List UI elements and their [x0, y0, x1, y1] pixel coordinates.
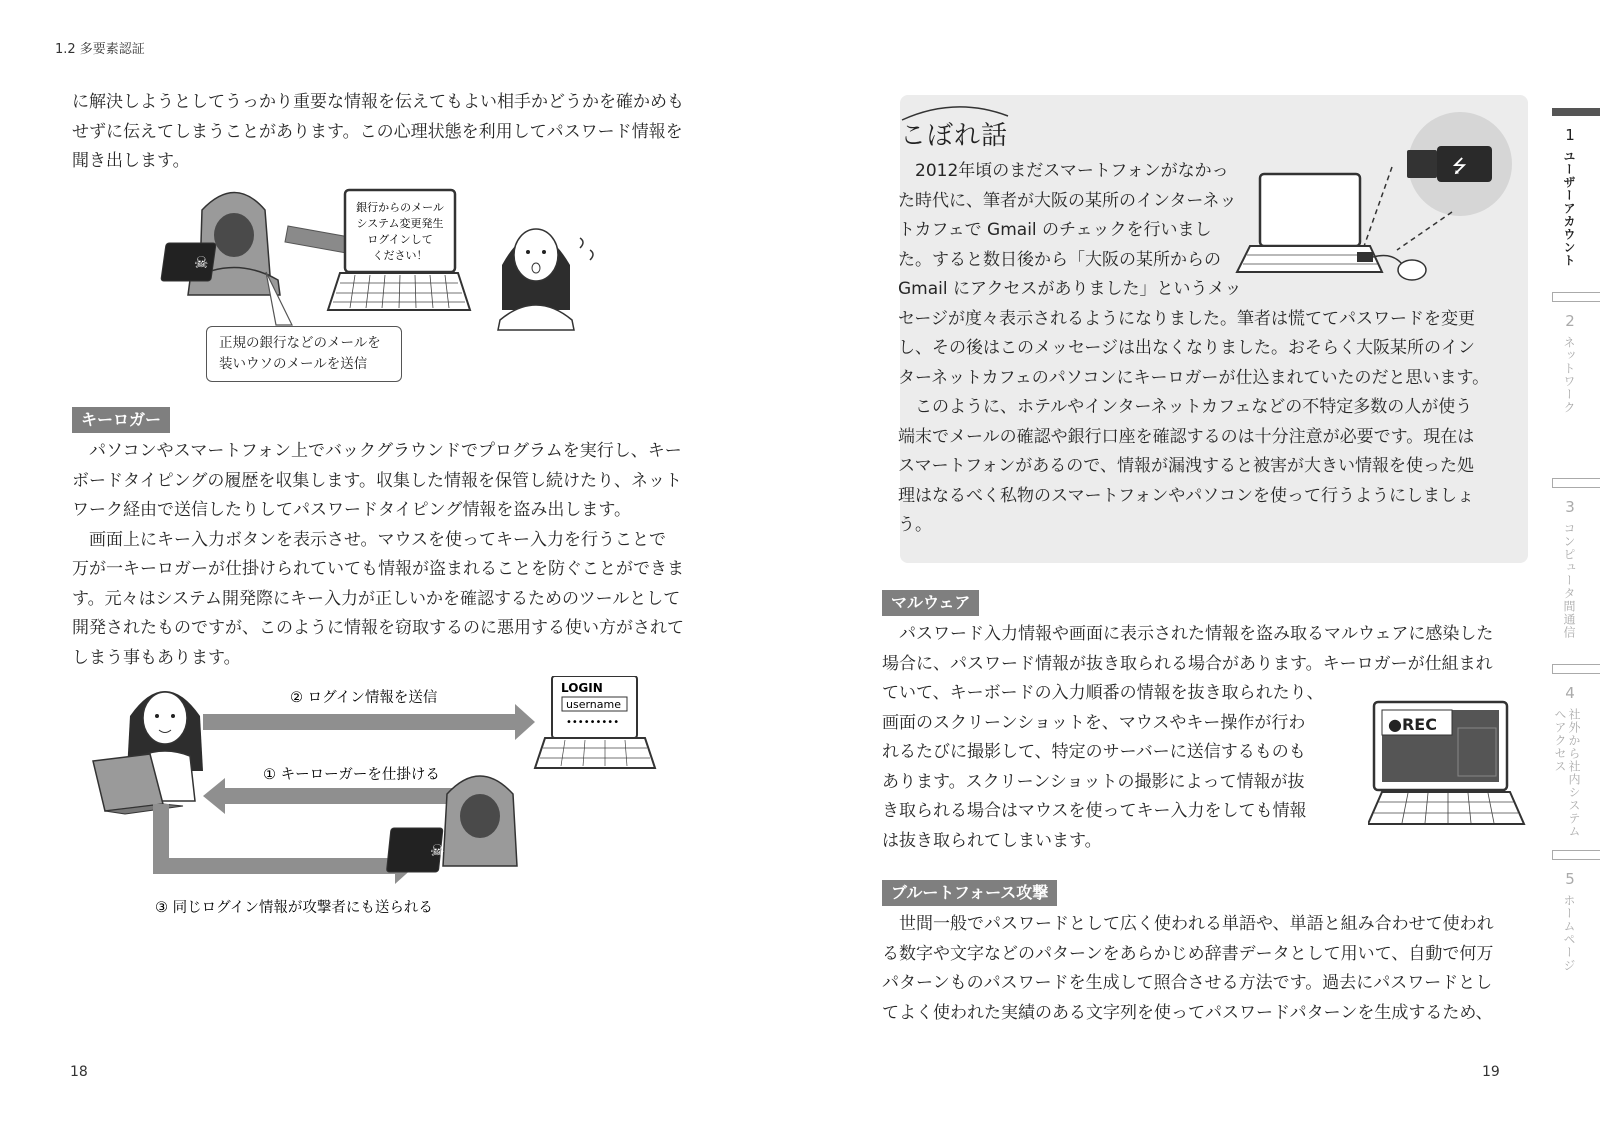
email-screen-line: システム変更発生	[356, 217, 444, 230]
leak-arrow-icon	[153, 804, 415, 884]
keylogger-heading: キーロガー	[72, 407, 170, 433]
text-line: ていて、キーボードの入力順番の情報を抜き取られたり、	[882, 683, 1324, 703]
callout-line: 装いウソのメールを送信	[219, 356, 368, 372]
email-screen-line: ログインして	[367, 233, 433, 246]
text-line: せずに伝えてしまうことがあります。この心理状態を利用してパスワード情報を	[72, 121, 683, 142]
chapter-1-label[interactable]: ユーザーアカウント	[1562, 150, 1576, 267]
chapter-2-number[interactable]: 2	[1565, 312, 1575, 330]
skull-icon: ☠	[194, 253, 209, 272]
step2-label: ② ログイン情報を送信	[290, 690, 438, 706]
text-line: う。	[898, 515, 932, 535]
mouse-icon	[1398, 260, 1426, 280]
text-line: 理はなるべく私物のスマートフォンやパソコンを使って行うようにしましょ	[898, 485, 1474, 506]
text-line: このように、ホテルやインターネットカフェなどの不特定多数の人が使う	[915, 397, 1473, 417]
bruteforce-body	[882, 910, 1522, 1028]
text-line: 開発されたものですが、このように情報を窃取するのに悪用する使い方がされて	[72, 618, 684, 638]
rec-laptop-illustration	[1368, 700, 1528, 828]
shocked-woman-icon	[498, 229, 593, 330]
chapter-1-number[interactable]: 1	[1565, 126, 1575, 144]
step1-label: ① キーローガーを仕掛ける	[263, 767, 440, 783]
running-header: 1.2 多要素認証	[55, 42, 145, 57]
bruteforce-heading: ブルートフォース攻撃	[882, 880, 1057, 906]
malware-heading: マルウェア	[882, 590, 979, 616]
text-line: しまう事もあります。	[72, 647, 241, 668]
text-line: は抜き取られてしまいます。	[882, 830, 1102, 851]
text-line: 万が一キーロガーが仕掛けられていても情報が盗まれることを防ぐことができま	[72, 559, 684, 579]
rec-label: ●REC	[1388, 715, 1437, 734]
text-line: てよく使われた実績のある文字列を使ってパスワードパターンを生成するため、	[882, 1002, 1493, 1023]
chapter-2-label[interactable]: ネットワーク	[1562, 336, 1576, 414]
text-line: パターンものパスワードを生成して照合させる方法です。過去にパスワードとし	[882, 973, 1493, 993]
chapter-5-number[interactable]: 5	[1565, 870, 1575, 888]
sidebar-active-bar	[1552, 108, 1600, 116]
skull-icon: ☠	[430, 841, 445, 860]
text-line: ボードタイピングの履歴を収集します。収集した情報を保管し続けたり、ネット	[72, 470, 682, 491]
usb-device-icon	[1407, 146, 1492, 182]
usb-keylogger-illustration	[1232, 112, 1520, 290]
keylogger-body	[72, 437, 700, 673]
text-line: す。元々はシステム開発際にキー入力が正しいかを確認するためのツールとして	[72, 588, 681, 609]
text-line: 画面のスクリーンショットを、マウスやキー操作が行わ	[882, 712, 1306, 733]
text-line: 聞き出します。	[72, 151, 190, 171]
step3-label: ③ 同じログイン情報が攻撃者にも送られる	[155, 900, 433, 916]
text-line: 端末でメールの確認や銀行口座を確認するのは十分注意が必要です。現在は	[898, 426, 1475, 447]
text-line: た時代に、筆者が大阪の某所のインターネッ	[898, 190, 1237, 211]
keylogger-flow-illustration	[85, 676, 675, 926]
text-line: き取られる場合はマウスを使ってキー入力をしても情報	[882, 801, 1307, 821]
intro-paragraph	[72, 88, 700, 177]
text-line: に解決しようとしてうっかり重要な情報を伝えてもよい相手かどうかを確かめも	[72, 92, 684, 112]
callout-line: 正規の銀行などのメールを	[219, 335, 381, 351]
text-line: た。すると数日後から「大阪の某所からの	[898, 249, 1221, 270]
svg-text:⭍: ⭍	[1452, 156, 1467, 177]
column-title: こぼれ話	[900, 121, 1009, 151]
page-number-right: 19	[1482, 1064, 1500, 1080]
chapter-4-tab	[1552, 664, 1600, 674]
chapter-3-label[interactable]: コンピュータ間通信	[1562, 522, 1576, 639]
login-title: LOGIN	[561, 681, 603, 695]
username-field: username	[566, 698, 621, 711]
text-line: トカフェで Gmail のチェックを行いまし	[898, 220, 1212, 240]
chapter-3-number[interactable]: 3	[1565, 498, 1575, 516]
phishing-callout	[206, 326, 402, 382]
text-line: セージが度々表示されるようになりました。筆者は慌ててパスワードを変更	[898, 308, 1475, 329]
chapter-5-label[interactable]: ホームページ	[1562, 894, 1576, 972]
email-screen-line: ください！	[372, 249, 428, 262]
text-line: ターネットカフェのパソコンにキーロガーが仕込まれていたのだと思います。	[898, 367, 1490, 388]
text-line: Gmail にアクセスがありました」というメッ	[898, 279, 1242, 299]
chapter-3-tab	[1552, 478, 1600, 488]
password-mask: •••••••••	[566, 717, 620, 728]
text-line: し、その後はこのメッセージは出なくなりました。おそらく大阪某所のイン	[898, 338, 1475, 358]
text-line: ワーク経由で送信したりしてパスワードタイピング情報を盗み出します。	[72, 500, 631, 520]
text-line: 場合に、パスワード情報が抜き取られる場合があります。キーロガーが仕組まれ	[882, 653, 1493, 674]
text-line: パソコンやスマートフォン上でバックグラウンドでプログラムを実行し、キー	[89, 441, 682, 461]
send-login-arrow-icon	[203, 704, 535, 740]
hacker-figure-icon	[161, 193, 280, 296]
text-line: 世間一般でパスワードとして広く使われる単語や、単語と組み合わせて使われ	[899, 914, 1494, 934]
text-line: る数字や文字などのパターンをあらかじめ辞書データとして用いて、自動で何万	[882, 943, 1494, 964]
text-line: あります。スクリーンショットの撮影によって情報が抜	[882, 771, 1305, 792]
page-number-left: 18	[70, 1064, 88, 1080]
text-line: スマートフォンがあるので、情報が漏洩すると被害が大きい情報を使った処	[898, 456, 1474, 476]
chapter-4-label[interactable]: 社外から社内システムへアクセス	[1553, 708, 1581, 838]
chapter-4-number[interactable]: 4	[1565, 684, 1575, 702]
text-line: れるたびに撮影して、特定のサーバーに送信するものも	[882, 742, 1306, 762]
chapter-5-tab	[1552, 850, 1600, 860]
chapter-2-tab	[1552, 292, 1600, 302]
install-keylogger-arrow-icon	[203, 778, 465, 814]
text-line: 画面上にキー入力ボタンを表示させ。マウスを使ってキー入力を行うことで	[89, 529, 666, 550]
text-line: 2012年頃のまだスマートフォンがなかっ	[915, 161, 1229, 181]
text-line: パスワード入力情報や画面に表示された情報を盗み取るマルウェアに感染した	[899, 624, 1494, 644]
usb-plugged-icon	[1357, 252, 1373, 262]
email-screen-line: 銀行からのメール	[356, 201, 444, 214]
